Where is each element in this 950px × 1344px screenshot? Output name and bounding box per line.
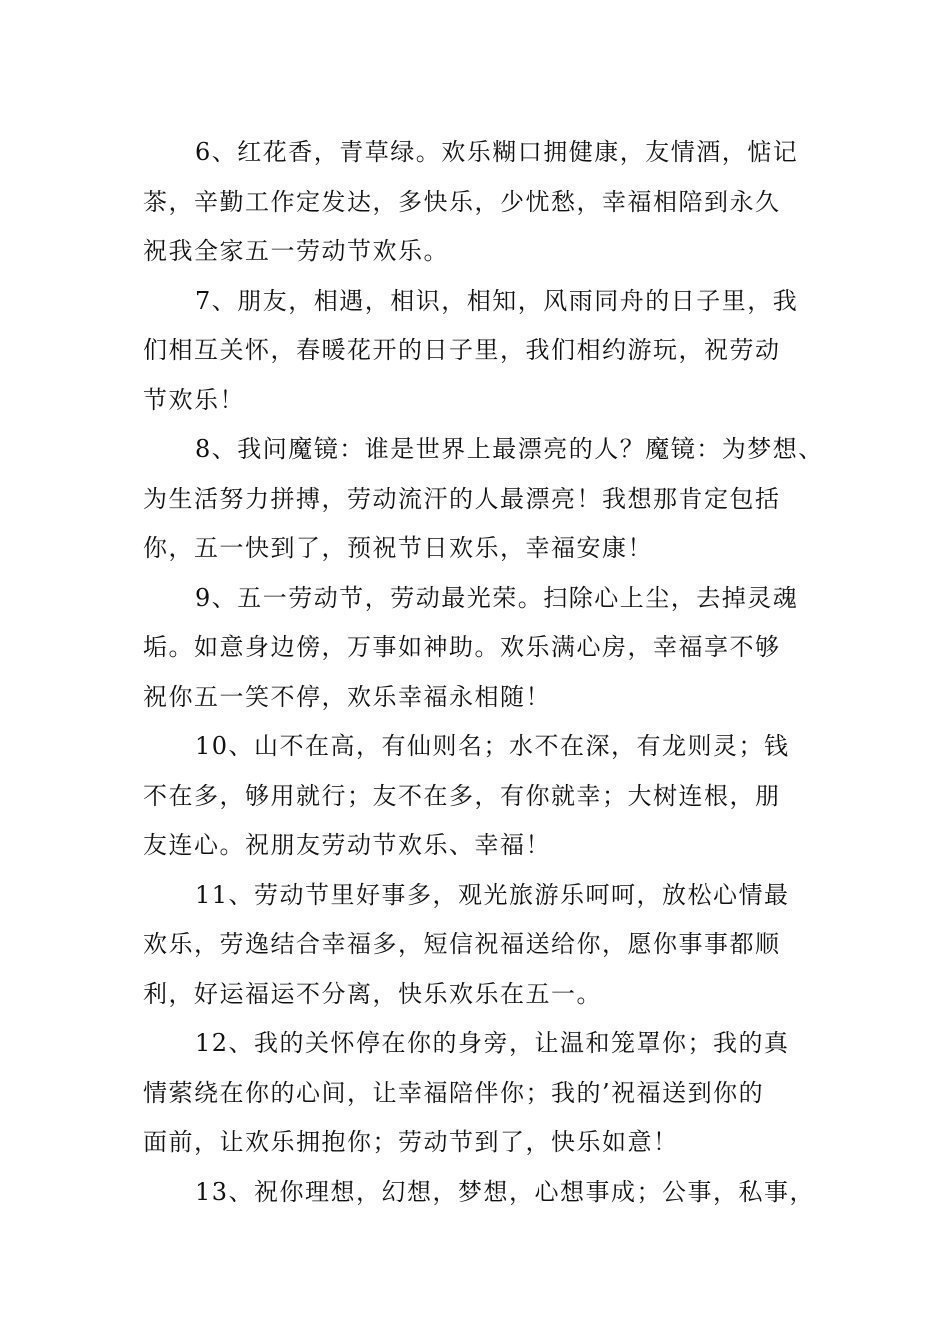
text-line: 9、五一劳动节，劳动最光荣。扫除心上尘，去掉灵魂	[195, 583, 799, 612]
text-line: 祝你五一笑不停，欢乐幸福永相随！	[143, 682, 551, 711]
text-line: 祝我全家五一劳动节欢乐。	[143, 237, 449, 265]
text-line: 不在多，够用就行；友不在多，有你就幸；大树连根，朋	[143, 781, 781, 810]
text-line: 8、我问魔镜：谁是世界上最漂亮的人？魔镜：为梦想、	[195, 435, 824, 463]
text-line: 12、我的关怀停在你的身旁，让温和笼罩你；我的真	[195, 1029, 790, 1057]
text-line: 利，好运福运不分离，快乐欢乐在五一。	[143, 979, 602, 1008]
paragraph-6	[143, 128, 823, 277]
text-line: 情萦绕在你的心间，让幸福陪伴你；我的’祝福送到你的	[143, 1078, 765, 1107]
paragraph-9	[143, 574, 823, 723]
text-line: 节欢乐！	[143, 385, 245, 414]
paragraph-7	[143, 277, 823, 426]
text-line: 13、祝你理想，幻想，梦想，心想事成；公事，私事，	[195, 1177, 816, 1206]
text-line: 垢。如意身边傍，万事如神助。欢乐满心房，幸福享不够	[143, 633, 781, 661]
paragraph-13	[143, 1168, 823, 1218]
paragraph-8	[143, 425, 823, 574]
text-line: 面前，让欢乐拥抱你；劳动节到了，快乐如意！	[143, 1128, 679, 1156]
text-line: 6、红花香，青草绿。欢乐糊口拥健康，友情酒，惦记	[195, 138, 799, 166]
text-line: 10、山不在高，有仙则名；水不在深，有龙则灵；钱	[195, 732, 790, 760]
document-body	[143, 128, 823, 1217]
text-line: 11、劳动节里好事多，观光旅游乐呵呵，放松心情最	[195, 880, 790, 909]
paragraph-10	[143, 722, 823, 871]
text-line: 们相互关怀，春暖花开的日子里，我们相约游玩，祝劳动	[143, 336, 781, 364]
text-line: 欢乐，劳逸结合幸福多，短信祝福送给你，愿你事事都顺	[143, 930, 781, 958]
paragraph-12	[143, 1019, 823, 1168]
paragraph-11	[143, 871, 823, 1020]
text-line: 为生活努力拼搏，劳动流汗的人最漂亮！我想那肯定包括	[143, 484, 781, 513]
text-line: 茶，辛勤工作定发达，多快乐，少忧愁，幸福相陪到永久	[143, 187, 781, 216]
text-line: 7、朋友，相遇，相识，相知，风雨同舟的日子里，我	[195, 286, 799, 315]
text-line: 你，五一快到了，预祝节日欢乐，幸福安康！	[143, 534, 653, 562]
text-line: 友连心。祝朋友劳动节欢乐、幸福！	[143, 831, 551, 859]
